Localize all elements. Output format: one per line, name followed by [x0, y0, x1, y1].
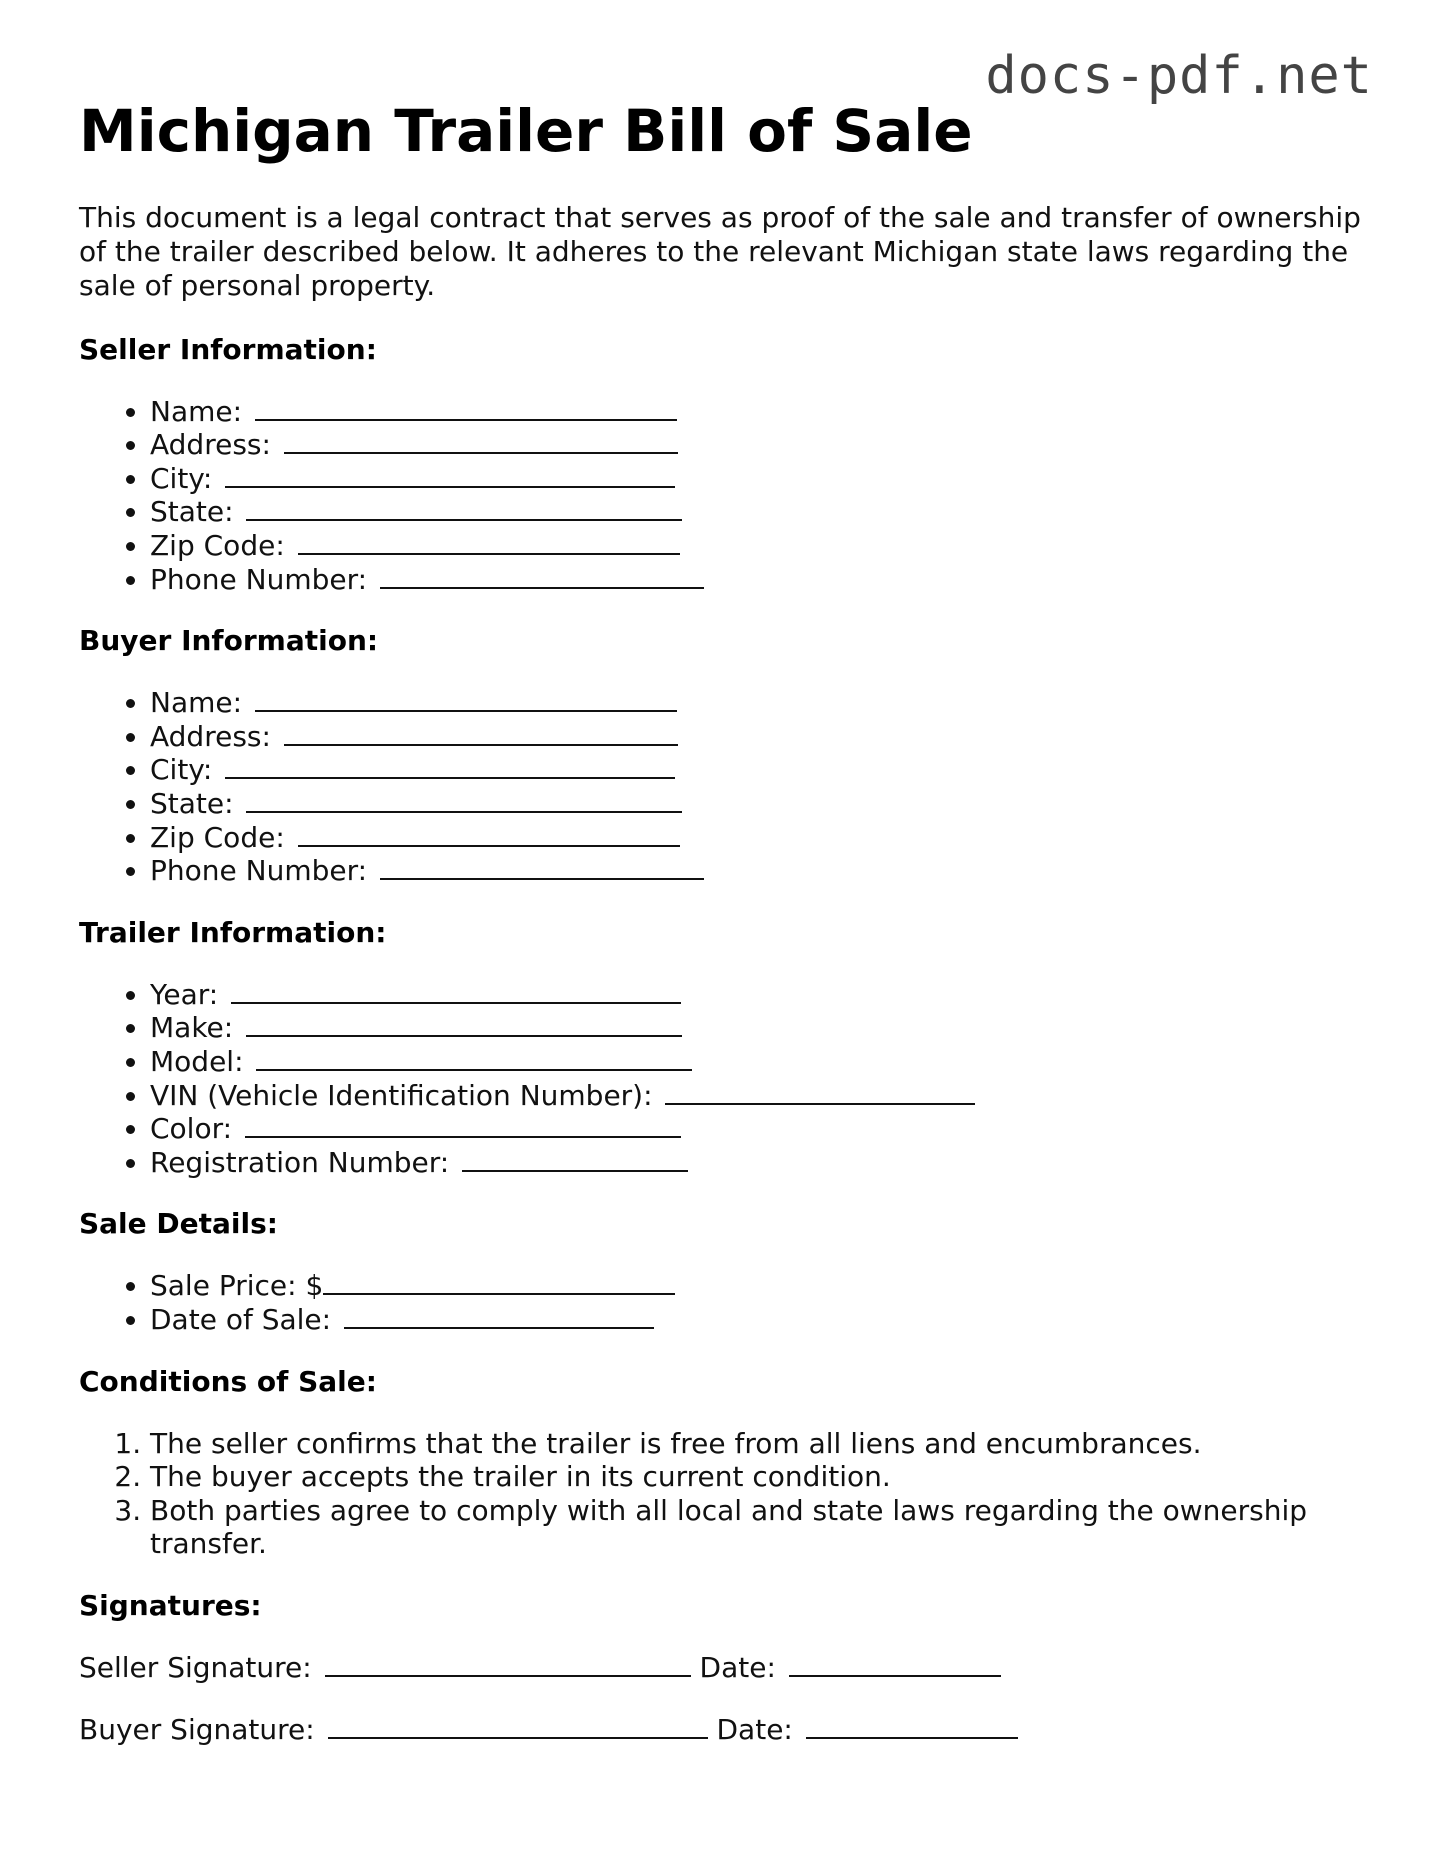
- sale-date-blank[interactable]: [344, 1305, 654, 1329]
- condition-item: 1. The seller confirms that the trailer is free from all liens and encumbrances.: [150, 1427, 1369, 1461]
- buyer-state-blank[interactable]: [246, 789, 682, 813]
- seller-address-blank[interactable]: [284, 430, 678, 454]
- buyer-zip-blank[interactable]: [298, 823, 680, 847]
- seller-date-label: Date:: [699, 1650, 776, 1684]
- trailer-make-blank[interactable]: [246, 1013, 682, 1037]
- seller-signature-label: Seller Signature:: [79, 1650, 312, 1684]
- buyer-zip-field: • Zip Code:: [150, 821, 1369, 855]
- buyer-signature-blank[interactable]: [328, 1715, 708, 1739]
- seller-city-field: • City:: [150, 462, 1369, 496]
- buyer-city-field: • City:: [150, 753, 1369, 787]
- trailer-registration-blank[interactable]: [462, 1148, 688, 1172]
- sale-heading: Sale Details:: [79, 1207, 278, 1241]
- seller-signature-line: [79, 1651, 1369, 1685]
- document-title: Michigan Trailer Bill of Sale: [79, 97, 973, 165]
- buyer-city-blank[interactable]: [225, 755, 675, 779]
- seller-zip-field: • Zip Code:: [150, 529, 1369, 563]
- buyer-date-label: Date:: [716, 1712, 793, 1746]
- sale-price-blank[interactable]: [323, 1271, 675, 1295]
- trailer-vin-field: • VIN (Vehicle Identification Number):: [150, 1079, 1369, 1113]
- trailer-year-field: • Year:: [150, 978, 1369, 1012]
- buyer-state-field: • State:: [150, 787, 1369, 821]
- trailer-year-blank[interactable]: [231, 980, 681, 1004]
- trailer-vin-blank[interactable]: [665, 1081, 975, 1105]
- seller-address-field: • Address:: [150, 428, 1369, 462]
- seller-state-field: • State:: [150, 495, 1369, 529]
- seller-phone-field: • Phone Number:: [150, 563, 1369, 597]
- seller-phone-blank[interactable]: [380, 565, 704, 589]
- seller-signature-blank[interactable]: [325, 1653, 691, 1677]
- condition-item: 2. The buyer accepts the trailer in its current condition.: [150, 1460, 1369, 1494]
- condition-item: 3. Both parties agree to comply with all local and state laws regarding the ownership transfer.: [150, 1494, 1369, 1561]
- trailer-color-field: • Color:: [150, 1112, 1369, 1146]
- trailer-registration-field: • Registration Number:: [150, 1146, 1369, 1180]
- conditions-heading: Conditions of Sale:: [79, 1364, 377, 1398]
- buyer-signature-line: [79, 1713, 1369, 1747]
- trailer-model-field: • Model:: [150, 1045, 1369, 1079]
- seller-state-blank[interactable]: [246, 497, 682, 521]
- trailer-model-blank[interactable]: [256, 1047, 692, 1071]
- seller-heading: Seller Information:: [79, 332, 377, 366]
- document-page: [79, 98, 1369, 1775]
- sale-date-field: • Date of Sale:: [150, 1303, 1369, 1337]
- buyer-name-blank[interactable]: [255, 688, 677, 712]
- seller-name-field: • Name:: [150, 395, 1369, 429]
- buyer-date-blank[interactable]: [806, 1715, 1018, 1739]
- sale-fields: [79, 1269, 1369, 1336]
- buyer-phone-field: • Phone Number:: [150, 854, 1369, 888]
- buyer-address-field: • Address:: [150, 720, 1369, 754]
- seller-zip-blank[interactable]: [298, 531, 680, 555]
- trailer-make-field: • Make:: [150, 1011, 1369, 1045]
- watermark: docs-pdf.net: [985, 46, 1373, 106]
- conditions-list: [79, 1427, 1369, 1561]
- seller-city-blank[interactable]: [225, 464, 675, 488]
- seller-date-blank[interactable]: [789, 1653, 1001, 1677]
- signatures-heading: Signatures:: [79, 1588, 262, 1622]
- buyer-address-blank[interactable]: [284, 722, 678, 746]
- intro-paragraph: This document is a legal contract that serves as proof of the sale and transfer of ownership of the trailer described below. It adheres to the relevant Michigan state laws regarding the sale of personal property.: [79, 200, 1361, 302]
- seller-name-blank[interactable]: [255, 397, 677, 421]
- trailer-color-blank[interactable]: [245, 1114, 681, 1138]
- trailer-heading: Trailer Information:: [79, 915, 387, 949]
- buyer-signature-label: Buyer Signature:: [79, 1712, 315, 1746]
- buyer-name-field: • Name:: [150, 686, 1369, 720]
- buyer-phone-blank[interactable]: [380, 856, 704, 880]
- buyer-fields: [79, 686, 1369, 888]
- seller-fields: [79, 395, 1369, 597]
- buyer-heading: Buyer Information:: [79, 624, 379, 658]
- trailer-fields: [79, 978, 1369, 1180]
- sale-price-field: • Sale Price: $: [150, 1269, 1369, 1303]
